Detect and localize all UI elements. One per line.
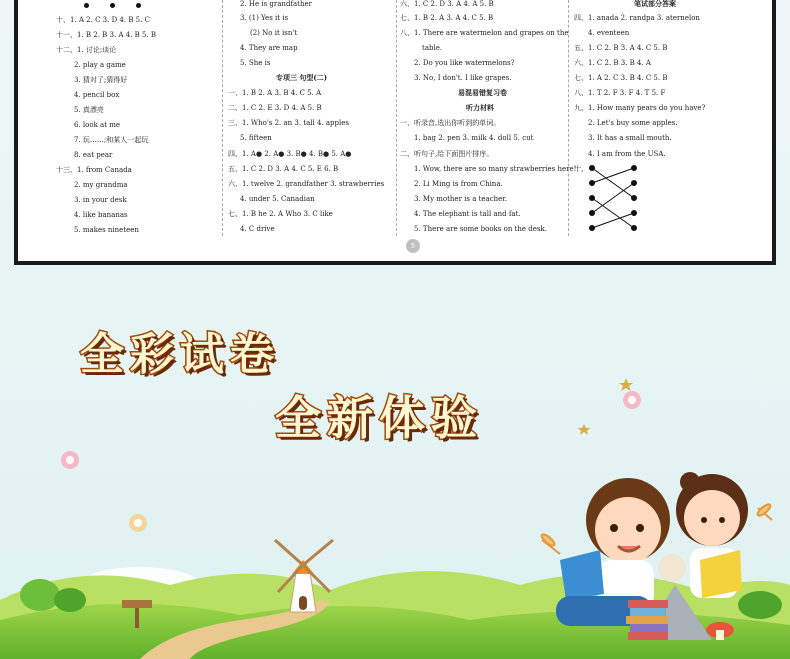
answer-line: 十、1. A 2. C 3. D 4. B 5. C bbox=[56, 16, 150, 24]
matching-lines-diagram bbox=[588, 162, 648, 234]
answer-line: table. bbox=[422, 44, 443, 52]
answer-line: 4. under 5. Canadian bbox=[240, 195, 315, 203]
answer-line: 4. The elephant is tall and fat. bbox=[414, 210, 521, 218]
column-divider bbox=[222, 0, 223, 236]
column-divider bbox=[396, 0, 397, 236]
answer-line: 2. my grandma bbox=[74, 181, 128, 189]
answer-line: 3. No, I don't. I like grapes. bbox=[414, 74, 512, 82]
answer-line: 3. in your desk bbox=[74, 196, 127, 204]
answer-dot bbox=[110, 3, 115, 8]
headline-full-color: 全彩试卷 bbox=[80, 329, 280, 380]
answer-line: 3. 猜对了;猜得好 bbox=[74, 76, 128, 84]
answer-line: 八、1. T 2. F 3. F 4. T 5. F bbox=[574, 89, 666, 97]
answer-line: 3. It has a small mouth. bbox=[588, 134, 672, 142]
answer-line: 七、1. B he 2. A Who 3. C like bbox=[228, 210, 333, 218]
section-title: 易混易错复习卷 bbox=[458, 88, 507, 97]
answer-line: 6. look at me bbox=[74, 121, 121, 129]
answer-line: 5. She is bbox=[240, 59, 271, 67]
answer-line: 六、1. twelve 2. grandfather 3. strawberries bbox=[228, 180, 385, 188]
answer-column-4 bbox=[574, 0, 754, 236]
answer-line: 十、 bbox=[574, 165, 588, 173]
answer-line: 4. They are map bbox=[240, 44, 298, 52]
answer-line: 九、1. How many pears do you have? bbox=[574, 104, 706, 112]
answer-sheet bbox=[18, 0, 772, 261]
answer-line: 5. There are some books on the desk. bbox=[414, 225, 547, 233]
answer-line: 2. Let's buy some apples. bbox=[588, 119, 678, 127]
answer-line: 1. bag 2. pen 3. milk 4. doll 5. cut bbox=[414, 134, 534, 142]
answer-line: 5. 真漂亮 bbox=[74, 106, 104, 114]
answer-line: 4. like bananas bbox=[74, 211, 128, 219]
answer-line: 四、1. A● 2. A● 3. B● 4. B● 5. A● bbox=[228, 150, 352, 158]
answer-line: 5. makes nineteen bbox=[74, 226, 139, 234]
answer-column-1 bbox=[56, 0, 226, 236]
section-title: 专项三 句型(二) bbox=[276, 73, 328, 82]
answer-line: 六、1. C 2. B 3. B 4. A bbox=[574, 59, 651, 67]
answer-line: 十一、1. B 2. B 3. A 4. B 5. B bbox=[56, 31, 157, 39]
answer-line: 七、1. A 2. C 3. B 4. C 5. B bbox=[574, 74, 668, 82]
answer-line: 7. 玩……;和某人一起玩 bbox=[74, 136, 149, 144]
answer-line: 八、1. There are watermelon and grapes on the bbox=[400, 29, 569, 37]
answer-line: 一、听录音,选出你听到的单词。 bbox=[400, 119, 501, 127]
section-title: 听力材料 bbox=[466, 103, 494, 112]
answer-line: 2. play a game bbox=[74, 61, 126, 69]
answer-line: 六、1. C 2. D 3. A 4. A 5. B bbox=[400, 0, 494, 8]
answer-dot bbox=[136, 3, 141, 8]
answer-line: 十二、1. 讨论;谈论 bbox=[56, 46, 117, 54]
answer-column-3 bbox=[400, 0, 577, 236]
answer-line: 2. He is grandfather bbox=[240, 0, 312, 8]
page-number-badge: 5 bbox=[406, 239, 420, 253]
answer-line: 1. Wow, there are so many strawberries here! bbox=[414, 165, 577, 173]
answer-line: 8. eat pear bbox=[74, 151, 113, 159]
answer-line: 一、1. B 2. A 3. B 4. C 5. A bbox=[228, 89, 322, 97]
answer-dot bbox=[84, 3, 89, 8]
answer-line: 3. (1) Yes it is bbox=[240, 14, 289, 22]
answer-line: (2) No it isn't bbox=[250, 29, 298, 37]
answer-line: 3. My mother is a teacher. bbox=[414, 195, 508, 203]
column-divider bbox=[568, 0, 569, 236]
section-title: 笔试部分答案 bbox=[634, 0, 676, 8]
answer-line: 五、1. C 2. D 3. A 4. C 5. E 6. B bbox=[228, 165, 339, 173]
answer-line: 2. Do you like watermelons? bbox=[414, 59, 515, 67]
answer-line: 二、听句子,给下面图片排序。 bbox=[400, 150, 494, 158]
answer-line: 十三、1. from Canada bbox=[56, 166, 132, 174]
answer-line: 三、1. Who's 2. an 3. tall 4. apples bbox=[228, 119, 349, 127]
answer-line: 二、1. C 2. E 3. D 4. A 5. B bbox=[228, 104, 322, 112]
answer-line: 5. fifteen bbox=[240, 134, 272, 142]
answer-line: 4. pencil box bbox=[74, 91, 120, 99]
answer-line: 七、1. B 2. A 3. A 4. C 5. B bbox=[400, 14, 494, 22]
answer-line: 五、1. C 2. B 3. A 4. C 5. B bbox=[574, 44, 668, 52]
answer-line: 4. C drive bbox=[240, 225, 275, 233]
answer-line: 2. Li Ming is from China. bbox=[414, 180, 503, 188]
answer-line: 4. I am from the USA. bbox=[588, 150, 666, 158]
answer-line: 4. eventeen bbox=[588, 29, 630, 37]
answer-line: 四、1. anada 2. randpa 3. aternelon bbox=[574, 14, 700, 22]
headline-new-experience: 全新体验 bbox=[275, 391, 483, 445]
answer-column-2 bbox=[228, 0, 398, 236]
